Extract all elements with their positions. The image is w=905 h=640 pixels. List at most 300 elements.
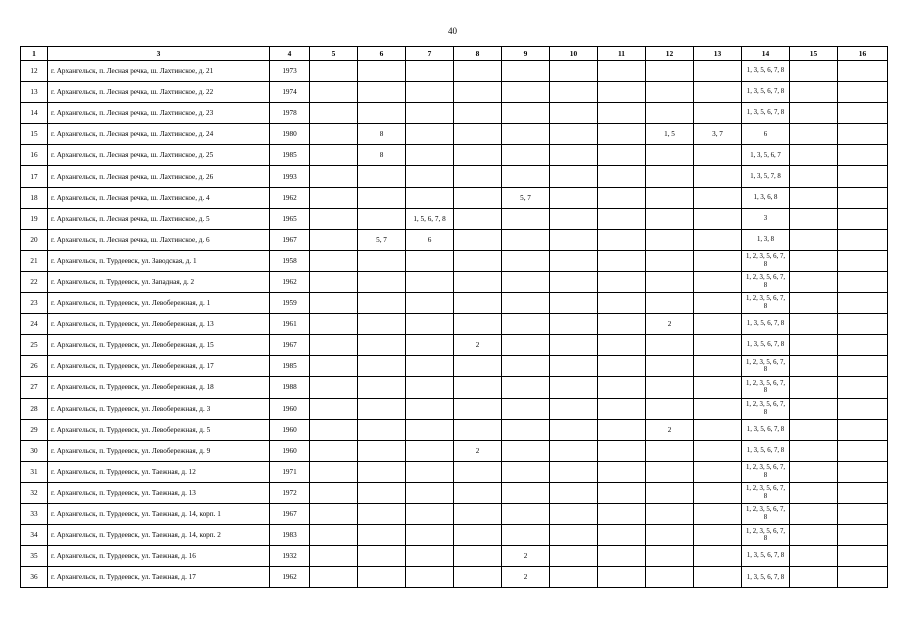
table-cell-col-3: г. Архангельск, п. Турдеевск, ул. Заводская, д. 1: [48, 250, 270, 271]
table-row: [21, 145, 888, 166]
table-cell-col-7: [406, 482, 454, 503]
table-cell-col-11: [598, 440, 646, 461]
table-cell-col-3: г. Архангельск, п. Турдеевск, ул. Западная, д. 2: [48, 271, 270, 292]
table-cell-col-9: [502, 229, 550, 250]
table-cell-col-16: [838, 271, 888, 292]
table-cell-col-3: г. Архангельск, п. Лесная речка, ш. Лахтинское, д. 26: [48, 166, 270, 187]
table-cell-col-13: [694, 440, 742, 461]
table-row: [21, 503, 888, 524]
table-cell-col-12: [646, 482, 694, 503]
table-cell-col-11: [598, 419, 646, 440]
table-cell-col-14: 1, 3, 5, 7, 8: [742, 166, 790, 187]
table-cell-col-12: [646, 166, 694, 187]
table-cell-col-16: [838, 103, 888, 124]
table-cell-col-8: [454, 525, 502, 546]
table-cell-col-5: [310, 103, 358, 124]
table-cell-col-13: [694, 271, 742, 292]
table-cell-col-15: [790, 335, 838, 356]
table-cell-col-15: [790, 482, 838, 503]
table-cell-col-7: [406, 525, 454, 546]
table-cell-col-3: г. Архангельск, п. Лесная речка, ш. Лахтинское, д. 5: [48, 208, 270, 229]
table-cell-col-12: 2: [646, 419, 694, 440]
table-cell-col-11: [598, 293, 646, 314]
table-cell-col-11: [598, 377, 646, 398]
table-cell-col-6: 5, 7: [358, 229, 406, 250]
table-cell-col-15: [790, 229, 838, 250]
table-row: [21, 525, 888, 546]
table-cell-col-15: [790, 124, 838, 145]
table-cell-col-10: [550, 271, 598, 292]
table-cell-col-3: г. Архангельск, п. Турдеевск, ул. Таежная, д. 14, корп. 2: [48, 525, 270, 546]
table-cell-col-15: [790, 166, 838, 187]
table-cell-col-8: [454, 419, 502, 440]
table-cell-col-13: [694, 314, 742, 335]
table-cell-col-8: [454, 82, 502, 103]
table-cell-col-16: [838, 166, 888, 187]
table-cell-col-10: [550, 335, 598, 356]
table-cell-col-5: [310, 398, 358, 419]
table-cell-col-14: 1, 2, 3, 5, 6, 7, 8: [742, 482, 790, 503]
table-cell-col-12: [646, 82, 694, 103]
table-cell-col-11: [598, 356, 646, 377]
table-cell-col-10: [550, 398, 598, 419]
table-cell-col-10: [550, 293, 598, 314]
table-cell-col-4: 1971: [270, 461, 310, 482]
table-cell-col-13: [694, 229, 742, 250]
table-cell-col-8: [454, 314, 502, 335]
table-cell-col-16: [838, 145, 888, 166]
table-cell-col-16: [838, 61, 888, 82]
table-cell-col-3: г. Архангельск, п. Турдеевск, ул. Левобережная, д. 3: [48, 398, 270, 419]
table-cell-col-13: [694, 419, 742, 440]
table-cell-col-14: 1, 2, 3, 5, 6, 7, 8: [742, 503, 790, 524]
table-cell-col-13: [694, 82, 742, 103]
table-cell-col-10: [550, 61, 598, 82]
table-cell-col-8: [454, 461, 502, 482]
table-cell-col-1: 29: [21, 419, 48, 440]
table-cell-col-7: [406, 166, 454, 187]
table-cell-col-11: [598, 461, 646, 482]
column-header-13: 13: [694, 47, 742, 61]
table-cell-col-10: [550, 356, 598, 377]
table-cell-col-3: г. Архангельск, п. Турдеевск, ул. Левобережная, д. 15: [48, 335, 270, 356]
table-cell-col-1: 21: [21, 250, 48, 271]
table-cell-col-3: г. Архангельск, п. Турдеевск, ул. Левобережная, д. 5: [48, 419, 270, 440]
table-row: [21, 482, 888, 503]
table-cell-col-8: [454, 503, 502, 524]
table-cell-col-13: [694, 482, 742, 503]
table-cell-col-11: [598, 525, 646, 546]
table-cell-col-16: [838, 82, 888, 103]
table-cell-col-4: 1962: [270, 187, 310, 208]
table-cell-col-1: 13: [21, 82, 48, 103]
table-cell-col-10: [550, 461, 598, 482]
table-cell-col-4: 1985: [270, 145, 310, 166]
table-cell-col-7: [406, 124, 454, 145]
table-cell-col-6: [358, 398, 406, 419]
table-cell-col-11: [598, 314, 646, 335]
table-row: [21, 208, 888, 229]
table-cell-col-6: [358, 250, 406, 271]
column-header-15: 15: [790, 47, 838, 61]
table-cell-col-9: 2: [502, 567, 550, 588]
table-cell-col-3: г. Архангельск, п. Турдеевск, ул. Левобережная, д. 9: [48, 440, 270, 461]
table-cell-col-11: [598, 398, 646, 419]
table-cell-col-1: 32: [21, 482, 48, 503]
table-cell-col-8: [454, 145, 502, 166]
column-header-7: 7: [406, 47, 454, 61]
table-cell-col-9: [502, 145, 550, 166]
table-cell-col-6: [358, 461, 406, 482]
table-cell-col-16: [838, 314, 888, 335]
table-cell-col-9: [502, 525, 550, 546]
table-cell-col-5: [310, 187, 358, 208]
column-header-4: 4: [270, 47, 310, 61]
table-cell-col-14: 1, 3, 5, 6, 7, 8: [742, 419, 790, 440]
table-row: [21, 82, 888, 103]
table-row: [21, 546, 888, 567]
table-cell-col-12: [646, 335, 694, 356]
table-cell-col-1: 25: [21, 335, 48, 356]
table-row: [21, 335, 888, 356]
table-cell-col-13: [694, 503, 742, 524]
table-cell-col-15: [790, 271, 838, 292]
table-cell-col-12: [646, 525, 694, 546]
table-cell-col-16: [838, 546, 888, 567]
table-cell-col-4: 1972: [270, 482, 310, 503]
table-cell-col-12: [646, 440, 694, 461]
table-cell-col-13: [694, 103, 742, 124]
table-cell-col-10: [550, 166, 598, 187]
table-cell-col-3: г. Архангельск, п. Лесная речка, ш. Лахтинское, д. 21: [48, 61, 270, 82]
table-cell-col-3: г. Архангельск, п. Турдеевск, ул. Левобережная, д. 17: [48, 356, 270, 377]
table-cell-col-16: [838, 293, 888, 314]
table-cell-col-15: [790, 398, 838, 419]
table-cell-col-4: 1988: [270, 377, 310, 398]
table-cell-col-1: 23: [21, 293, 48, 314]
table-cell-col-7: [406, 377, 454, 398]
table-cell-col-8: 2: [454, 335, 502, 356]
table-row: [21, 567, 888, 588]
table-cell-col-8: [454, 377, 502, 398]
table-cell-col-16: [838, 377, 888, 398]
table-cell-col-1: 34: [21, 525, 48, 546]
table-cell-col-16: [838, 419, 888, 440]
table-cell-col-14: 1, 2, 3, 5, 6, 7, 8: [742, 398, 790, 419]
table-cell-col-9: [502, 398, 550, 419]
table-cell-col-5: [310, 208, 358, 229]
table-cell-col-3: г. Архангельск, п. Турдеевск, ул. Таежная, д. 14, корп. 1: [48, 503, 270, 524]
table-cell-col-14: 1, 3, 5, 6, 7, 8: [742, 82, 790, 103]
table-cell-col-9: [502, 461, 550, 482]
table-cell-col-1: 36: [21, 567, 48, 588]
table-cell-col-7: [406, 461, 454, 482]
table-cell-col-12: [646, 229, 694, 250]
table-cell-col-8: [454, 356, 502, 377]
table-cell-col-15: [790, 440, 838, 461]
table-cell-col-13: [694, 61, 742, 82]
column-header-9: 9: [502, 47, 550, 61]
table-cell-col-9: [502, 124, 550, 145]
table-cell-col-13: [694, 461, 742, 482]
table-cell-col-9: [502, 271, 550, 292]
table-cell-col-16: [838, 187, 888, 208]
table-cell-col-13: [694, 166, 742, 187]
table-cell-col-16: [838, 229, 888, 250]
table-cell-col-9: [502, 208, 550, 229]
table-cell-col-6: [358, 103, 406, 124]
table-cell-col-16: [838, 124, 888, 145]
table-row: [21, 440, 888, 461]
table-cell-col-13: 3, 7: [694, 124, 742, 145]
table-cell-col-7: [406, 567, 454, 588]
table-cell-col-5: [310, 61, 358, 82]
table-cell-col-5: [310, 124, 358, 145]
table-cell-col-6: [358, 377, 406, 398]
table-cell-col-8: [454, 61, 502, 82]
table-cell-col-15: [790, 525, 838, 546]
table-cell-col-14: 1, 2, 3, 5, 6, 7, 8: [742, 461, 790, 482]
table-cell-col-16: [838, 398, 888, 419]
table-cell-col-16: [838, 461, 888, 482]
table-cell-col-5: [310, 356, 358, 377]
table-cell-col-13: [694, 567, 742, 588]
table-cell-col-4: 1980: [270, 124, 310, 145]
table-cell-col-9: [502, 356, 550, 377]
table-cell-col-6: [358, 419, 406, 440]
table-cell-col-3: г. Архангельск, п. Турдеевск, ул. Таежная, д. 16: [48, 546, 270, 567]
table-cell-col-6: [358, 208, 406, 229]
table-row: [21, 166, 888, 187]
table-cell-col-9: [502, 482, 550, 503]
table-cell-col-6: [358, 567, 406, 588]
table-cell-col-14: 1, 3, 6, 8: [742, 187, 790, 208]
table-cell-col-8: [454, 567, 502, 588]
table-cell-col-5: [310, 250, 358, 271]
table-cell-col-6: [358, 82, 406, 103]
table-cell-col-4: 1961: [270, 314, 310, 335]
table-cell-col-6: [358, 356, 406, 377]
table-cell-col-5: [310, 82, 358, 103]
table-cell-col-5: [310, 145, 358, 166]
table-cell-col-14: 1, 2, 3, 5, 6, 7, 8: [742, 293, 790, 314]
table-row: [21, 229, 888, 250]
table-cell-col-13: [694, 377, 742, 398]
table-cell-col-10: [550, 250, 598, 271]
table-row: [21, 103, 888, 124]
table-cell-col-14: 1, 3, 5, 6, 7, 8: [742, 546, 790, 567]
table-cell-col-12: [646, 546, 694, 567]
table-cell-col-10: [550, 208, 598, 229]
table-cell-col-12: [646, 567, 694, 588]
table-cell-col-15: [790, 546, 838, 567]
table-cell-col-14: 1, 3, 5, 6, 7, 8: [742, 61, 790, 82]
table-cell-col-7: [406, 250, 454, 271]
table-cell-col-10: [550, 103, 598, 124]
table-cell-col-14: 3: [742, 208, 790, 229]
table-cell-col-12: [646, 293, 694, 314]
table-cell-col-8: [454, 208, 502, 229]
table-cell-col-15: [790, 82, 838, 103]
table-cell-col-11: [598, 250, 646, 271]
table-row: [21, 293, 888, 314]
table-cell-col-14: 1, 3, 5, 6, 7, 8: [742, 440, 790, 461]
table-cell-col-11: [598, 166, 646, 187]
table-cell-col-5: [310, 377, 358, 398]
table-cell-col-1: 15: [21, 124, 48, 145]
table-cell-col-5: [310, 293, 358, 314]
table-cell-col-12: [646, 503, 694, 524]
table-cell-col-16: [838, 525, 888, 546]
table-cell-col-11: [598, 61, 646, 82]
table-cell-col-3: г. Архангельск, п. Лесная речка, ш. Лахтинское, д. 25: [48, 145, 270, 166]
table-cell-col-14: 1, 3, 8: [742, 229, 790, 250]
table-cell-col-7: [406, 61, 454, 82]
table-cell-col-5: [310, 567, 358, 588]
table-cell-col-9: [502, 166, 550, 187]
table-cell-col-12: 2: [646, 314, 694, 335]
table-cell-col-10: [550, 440, 598, 461]
table-cell-col-15: [790, 377, 838, 398]
table-cell-col-4: 1967: [270, 335, 310, 356]
table-cell-col-16: [838, 503, 888, 524]
table-cell-col-4: 1932: [270, 546, 310, 567]
table-cell-col-12: [646, 145, 694, 166]
table-cell-col-8: [454, 398, 502, 419]
table-cell-col-6: [358, 61, 406, 82]
table-cell-col-10: [550, 229, 598, 250]
table-cell-col-7: [406, 419, 454, 440]
table-row: [21, 250, 888, 271]
table-cell-col-8: [454, 482, 502, 503]
table-cell-col-11: [598, 103, 646, 124]
table-row: [21, 124, 888, 145]
table-cell-col-9: [502, 440, 550, 461]
column-header-1: 1: [21, 47, 48, 61]
table-cell-col-4: 1967: [270, 229, 310, 250]
table-cell-col-6: [358, 503, 406, 524]
table-cell-col-6: 8: [358, 124, 406, 145]
table-cell-col-11: [598, 82, 646, 103]
table-cell-col-3: г. Архангельск, п. Турдеевск, ул. Таежная, д. 17: [48, 567, 270, 588]
table-cell-col-6: [358, 166, 406, 187]
table-cell-col-15: [790, 293, 838, 314]
table-cell-col-15: [790, 208, 838, 229]
table-cell-col-15: [790, 503, 838, 524]
table-row: [21, 61, 888, 82]
table-cell-col-13: [694, 250, 742, 271]
table-cell-col-8: [454, 187, 502, 208]
table-cell-col-11: [598, 208, 646, 229]
table-cell-col-14: 1, 3, 5, 6, 7: [742, 145, 790, 166]
table-cell-col-9: [502, 377, 550, 398]
table-cell-col-10: [550, 567, 598, 588]
column-header-11: 11: [598, 47, 646, 61]
table-cell-col-7: [406, 440, 454, 461]
table-cell-col-6: [358, 525, 406, 546]
table-cell-col-4: 1973: [270, 61, 310, 82]
table-cell-col-9: 2: [502, 546, 550, 567]
table-cell-col-8: [454, 229, 502, 250]
table-cell-col-7: 1, 5, 6, 7, 8: [406, 208, 454, 229]
table-row: [21, 461, 888, 482]
table-cell-col-9: [502, 335, 550, 356]
table-cell-col-5: [310, 461, 358, 482]
table-cell-col-4: 1959: [270, 293, 310, 314]
column-header-3: 3: [48, 47, 270, 61]
table-cell-col-8: [454, 293, 502, 314]
table-cell-col-9: [502, 419, 550, 440]
table-cell-col-10: [550, 525, 598, 546]
table-cell-col-5: [310, 335, 358, 356]
table-cell-col-14: 1, 2, 3, 5, 6, 7, 8: [742, 271, 790, 292]
table-cell-col-11: [598, 482, 646, 503]
table-cell-col-13: [694, 356, 742, 377]
table-cell-col-11: [598, 124, 646, 145]
table-cell-col-6: [358, 482, 406, 503]
table-cell-col-4: 1978: [270, 103, 310, 124]
table-cell-col-12: [646, 250, 694, 271]
table-row: [21, 356, 888, 377]
table-cell-col-7: [406, 103, 454, 124]
table-row: [21, 377, 888, 398]
table-cell-col-11: [598, 335, 646, 356]
table-cell-col-6: [358, 440, 406, 461]
table-cell-col-7: [406, 335, 454, 356]
table-header: [21, 47, 888, 61]
table-cell-col-12: [646, 187, 694, 208]
table-cell-col-10: [550, 82, 598, 103]
table-cell-col-1: 33: [21, 503, 48, 524]
table-cell-col-6: [358, 293, 406, 314]
table-cell-col-5: [310, 419, 358, 440]
table-cell-col-12: [646, 103, 694, 124]
table-cell-col-5: [310, 314, 358, 335]
table-cell-col-6: [358, 187, 406, 208]
table-cell-col-4: 1962: [270, 567, 310, 588]
table-cell-col-10: [550, 145, 598, 166]
table-cell-col-3: г. Архангельск, п. Лесная речка, ш. Лахтинское, д. 4: [48, 187, 270, 208]
table-cell-col-6: [358, 546, 406, 567]
table-cell-col-11: [598, 145, 646, 166]
column-header-5: 5: [310, 47, 358, 61]
table-cell-col-9: [502, 503, 550, 524]
table-cell-col-16: [838, 482, 888, 503]
column-header-12: 12: [646, 47, 694, 61]
table-cell-col-14: 1, 2, 3, 5, 6, 7, 8: [742, 525, 790, 546]
table-cell-col-5: [310, 440, 358, 461]
table-cell-col-8: [454, 103, 502, 124]
table-cell-col-16: [838, 335, 888, 356]
table-cell-col-11: [598, 187, 646, 208]
table-cell-col-4: 1960: [270, 398, 310, 419]
table-cell-col-7: [406, 356, 454, 377]
table-cell-col-10: [550, 546, 598, 567]
column-header-16: 16: [838, 47, 888, 61]
table-cell-col-1: 31: [21, 461, 48, 482]
table-cell-col-10: [550, 124, 598, 145]
table-cell-col-7: [406, 503, 454, 524]
table-cell-col-1: 17: [21, 166, 48, 187]
table-cell-col-4: 1960: [270, 419, 310, 440]
table-cell-col-1: 14: [21, 103, 48, 124]
table-cell-col-4: 1974: [270, 82, 310, 103]
table-cell-col-7: [406, 314, 454, 335]
table-cell-col-11: [598, 503, 646, 524]
table-cell-col-4: 1965: [270, 208, 310, 229]
table-row: [21, 419, 888, 440]
table-cell-col-1: 22: [21, 271, 48, 292]
